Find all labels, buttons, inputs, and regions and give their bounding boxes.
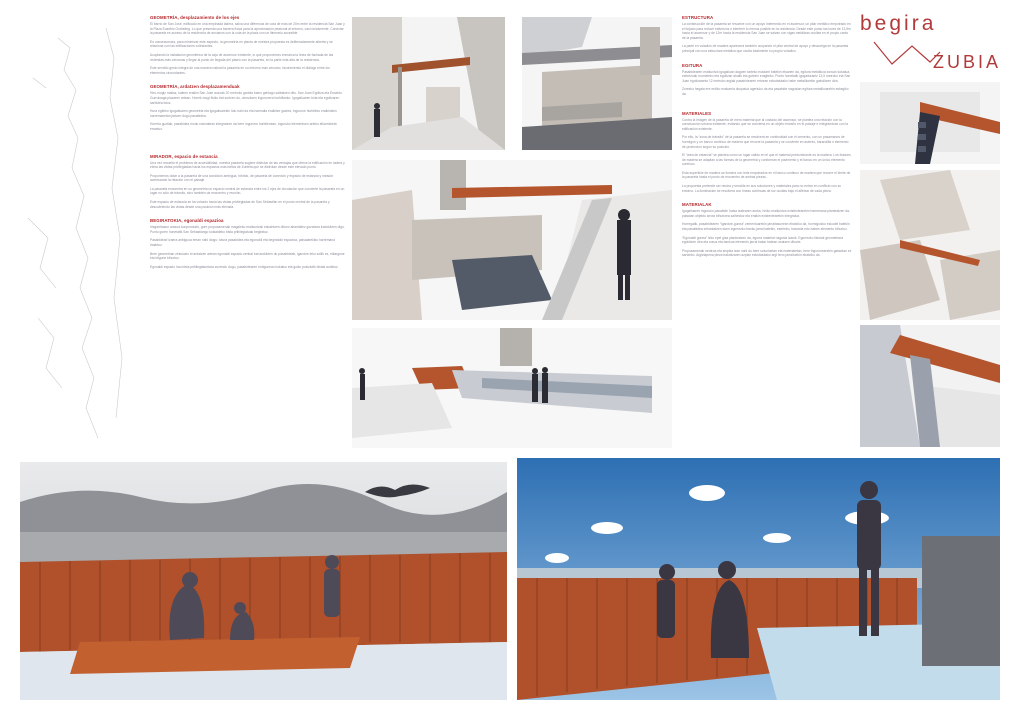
render-aerial-walkway xyxy=(860,325,1000,447)
render-bench-view xyxy=(20,462,507,700)
section-paragraph: Pasabideari izaera anbiguoa eman nahi diogu: lotura pasabidea eta egonaldi eta begiratoki espazioa, paisaiarekiko harremana indartuz. xyxy=(150,238,335,248)
section-paragraph: “Egonaldi gunea” leku epel gisa planteatzen da, egurra material nagusia izanik. Egurrezko listoiak geometriara egokitzen dira eta zorua eta bankua elementu jarrai bakar batean osatzen dituzte. xyxy=(682,235,843,245)
section-estructura-es xyxy=(682,15,852,54)
section-heading: MIRADOR, espacio de estancia xyxy=(150,153,218,159)
section-paragraph: El barrio de San José, edificado en una empinada ladera, salva una diferencia de cota de más de 20m entre la residencia San Juan y la Plaza Eusebio Gorbeiteg. Lo que presenta una barrera física para la aproximación peatonal al entorno, casi únicamente. Conectar la pasarela es acceso de la residencia de ancianos con la cota de la plaza con un itinerario accesible. xyxy=(150,22,345,36)
section-paragraph: Este sencillo gesto integra de una manera natural la pasarela en su entorno más cercano, favoreciendo el diálogo entre los elementos circundantes. xyxy=(150,66,330,75)
section-paragraph: Egonaldi espazio hau bista pribilegiatuetara zuzendu dugu, pasabidearen erdigunean kokatuz eta goiko posiziotik bistak aurkituz. xyxy=(150,264,339,269)
brand-title-begira: begira xyxy=(860,12,937,35)
section-paragraph: Bere geometrian zirkulazio bi ardatzen artean egonaldi espazio zentral bat aurkitzen du pasabideak, igarotze leku soilik ez, elkargune eta bilgune bihurtuz. xyxy=(150,251,345,261)
render-top-1 xyxy=(352,17,505,150)
section-paragraph: Hura egiteko Igogailuaren geometria eta igogailuarekin lotu nahi da eta harmaila eraikitze gaztea, ingurune hurbileko eraikinekin harremanetan jartzen dugu pasabidea. xyxy=(150,109,337,118)
render-aerial-site xyxy=(860,170,1000,320)
section-paragraph: Contra la imagen de la pasarela de mero material que al costado del ascensor, se plantea una relación con la construcción urbana existente, evitando que se convierta en un objeto extraño en el paisaje e integrándose con la edificación existente. xyxy=(682,117,849,131)
brand-title-zubia: ZUBIA xyxy=(933,52,1002,72)
section-paragraph: Proponemos dotar a la pasarela de una condición ambigua, híbrido, de pasarela de conexión y espacio de estancia y mirador acentuando la relación con el paisaje. xyxy=(150,173,334,183)
section-paragraph: El “área de estancia” se plantea como un lugar cálido en el que el material predominante es la madera. Los listones de madera se adaptan a las formas de la geometría y conforman el pavimento y el banco en un único elemento continuo. xyxy=(682,153,851,167)
section-paragraph: Esta superficie de madera se ilumina con leds empotrados en el banco continuo de madera que recorre el límite de la pasarela hasta el punto de encuentro de ambas piezas. xyxy=(682,170,851,180)
section-geometria-es xyxy=(150,15,345,75)
section-heading: GEOMETRÍA, desplazamiento de los ejes xyxy=(150,15,240,20)
brand-zigzag-icon xyxy=(872,38,942,68)
section-materiales-es xyxy=(682,111,852,194)
section-paragraph: Acoplando la instalación geométrica de la caja de ascensor existente, lo que proponemos enmarca la línea de fachada de las viviendas más cercanas y llegar al punto de llegada del paseo con la pasarela, en la parte más alta de la residencia. xyxy=(150,52,334,62)
section-paragraph: Horrela guztiak, pasabidea modu naturalean integratzen da bere ingurune hurbilenean, inguruko elementuen arteko elkarrizketa erraztuz. xyxy=(150,122,337,131)
section-paragraph: La construcción de la pasarela se resuelve con un apoyo intermedio en el ascensor, un pilar metálico empotrado en el forjado para reducir esfuerzos e interferir lo menos posible en la residencia. Desde este punto las luces de 13,5m hacia el ascensor y de 12m hacia la residencia San Juan se salvan con vigas metálicas ocultas en el propio canto de la pasarela. xyxy=(682,22,851,40)
site-sketch-drawing xyxy=(18,18,128,448)
section-heading: BEGIRATOKIA, egonaldi espazioa xyxy=(150,218,224,224)
render-aerial-bridge xyxy=(352,328,672,448)
section-egitura-eu xyxy=(682,63,852,97)
section-paragraph: Igogailuaren inguruko pasabide hutsa izatearen aurka, hiriko eraikuntza existentearekin harremana planteatzen da, paisaian objektu arrotz bihurtzea saihestuz eta eraikin existentearekin integratuz. xyxy=(682,209,850,218)
render-main-bridge xyxy=(352,160,672,320)
render-detail-structure xyxy=(860,82,1000,164)
render-walkway-view xyxy=(517,458,1000,700)
render-top-2 xyxy=(522,17,672,150)
section-geometria-eu xyxy=(150,84,345,131)
section-paragraph: La parte en voladizo de madera aparecerá también ocupando el pilar central de apoyo y descuelga en la pasarela principal con una estructura metálica que oculta totalmente su propio voladizo. xyxy=(682,44,849,53)
section-paragraph: En consecuencia, para minimizar este aspecto, la geometría en planta de nuestra propuesta es deliberadamente abierta y se relaciona con las edificaciones colindantes. xyxy=(150,39,333,49)
section-paragraph: Este espacio de estancia se ha volcado hacia las vistas privilegiadas de San Sebastián en el punto central de la pasarela y descubriendo las vistas desde una posición más elevada. xyxy=(150,200,330,209)
section-paragraph: Pasabidearen eraikuntza igogailuan dagoen tarteko euskarri batekin ebazten da, egitura metalikoa zoruan kokatua, esfortzuak murrizteko eta egoitzan ahalik eta gutxien eragiteko. Puntu honetatik igogailurantz 13,5 metroko eta San Juan egoitzarantz 12 metroko argiak pasabidearen ertzean ezkutatutako habe metalikoekin gainditzen dira. xyxy=(682,69,851,83)
section-paragraph: Zurezko hegala ere erdiko euskarria okupatuz agertuko da eta pasabide nagusian egitura metalikoarekin eskegiko da. xyxy=(682,87,849,96)
section-heading: GEOMETRÍA, ardatzen desplazamenduak xyxy=(150,84,240,90)
section-heading: EGITURA xyxy=(682,62,703,68)
section-mirador-es xyxy=(150,154,345,210)
section-heading: ESTRUCTURA xyxy=(682,15,714,20)
section-materialak-eu xyxy=(682,202,852,258)
section-begiratokia-eu xyxy=(150,218,345,269)
section-paragraph: Hiru-mugiz mailaz, kaleen eraikin San Jose auzoak 20 metroko ganbia baino gehiago salbatzen ditu. San Juan Egoitza eta Eusebio Gurrutxaga plazaren artean. Honek mugi fisiko bat sortzen du, oinezkoen ingurunera hurbiltzeko. Igogailuaren kota eta egoitzaren sarbidea lotuz. xyxy=(150,91,342,105)
text-column-right xyxy=(682,15,852,455)
text-column-left xyxy=(150,15,345,455)
section-paragraph: Una vez resuelto el problema de accesibilidad, nuestra pasarela sugiere disfrutar de las ventajas que ofrece la edificación en ladera y eleva las vistas privilegiadas hacia los espacios más bellos de Zubieta que se disfrutan desde este elevado punto. xyxy=(150,160,345,170)
section-heading: MATERIALAK xyxy=(682,202,712,208)
section-paragraph: Proposamenak neutroa eta sinplea izan nahi du bere soluzioetan eta materialetan, bere ingurunearekin gatazkan ez sartzeko. Argiztapena pieza bakoitzaren azpian ezkutatutako argi lerro jarraituekin ebatziko da. xyxy=(682,248,852,258)
section-paragraph: Por ello, la “zona de tránsito” de la pasarela se resolverá en continuidad con el cemento, con un pasamanos de hormigón y un banco continuo de madera que recorre la pasarela y se convierte en asiento, barandilla o elemento de protección según su posición. xyxy=(682,135,849,149)
section-paragraph: La pasarela encuentra en su geometría un espacio central de estancia entre los 2 ejes de circulación que convierte la pasarela en un lugar no sólo de tránsito, sino también de encuentro y reunión. xyxy=(150,186,345,196)
section-paragraph: Horregatik, pasabidearen “igarotze-gunea” zementuarekin jarraitasunean ebatziko da, hormigoizko eskudel batekin eta pasabidea zeharkatzen duen egurrezko banku jarrai batekin, eserleku, baranda edo babes elementu bihurtuz. xyxy=(682,222,850,232)
section-heading: MATERIALES xyxy=(682,110,712,116)
section-paragraph: La propuesta pretende ser neutra y sencilla en sus soluciones y materiales para no entrar en conflicto con su entorno. La iluminación se resolverá con líneas continuas de luz ocultas bajo el alféizar de cada pieza. xyxy=(682,184,842,193)
section-paragraph: Irisgarritasun arazoa konpondurik, gure proposamenak magaleko eraikuntzak eskaintzen dituen abantailez gozatzea iradokitzen digu. Puntu goren honetatik San Sebastiango kostaldeko bista pribilegiatuak begiratuz. xyxy=(150,225,345,234)
